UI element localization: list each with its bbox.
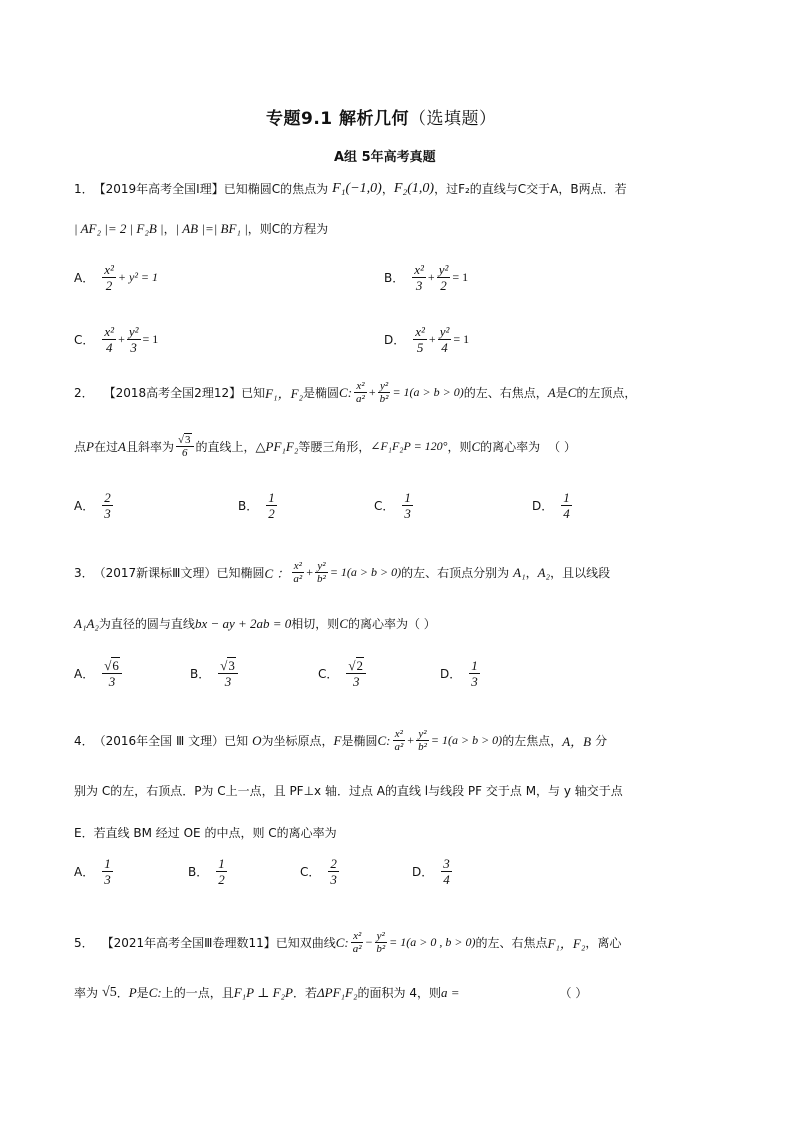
q1-text-2: ，过F₂的直线与C交于A，B两点．若 bbox=[434, 182, 627, 196]
q5-number: 5． bbox=[74, 936, 94, 950]
q4-number: 4． bbox=[74, 734, 94, 748]
q4-ellipse-name: C: bbox=[377, 732, 391, 748]
q5-source: 【2021年高考全国Ⅲ卷理数11】 bbox=[101, 936, 276, 950]
q2-ellipse-name: C: bbox=[339, 384, 353, 400]
q4-source: （2016年全国 Ⅲ 文理） bbox=[93, 734, 225, 748]
q5-answer-label: a = bbox=[440, 984, 460, 1000]
section-subtitle: A组 5年高考真题 bbox=[334, 150, 436, 165]
q5-eccentricity: √5 bbox=[102, 984, 117, 1000]
q3-ellipse-name: C ： bbox=[264, 566, 290, 581]
q2-triangle: △PF₁F₂ bbox=[255, 438, 299, 454]
q4-ellipse-condition: = 1(a > b > 0) bbox=[430, 733, 503, 747]
q1-focus1: F₁(−1,0) bbox=[332, 180, 382, 196]
q4-option-b[interactable]: B． $\frac{1}{2}$ bbox=[188, 856, 225, 887]
q2-line2: 点 P 在过 A 且斜率为 $\frac{√3}{6}$ 的直线上， △PF₁F₂ 等腰三角形， ∠F₁F₂P = 120° ，则 C 的离心率为 （ ） bbox=[74, 434, 576, 459]
q2-option-c[interactable]: C． $\frac{1}{3}$ bbox=[374, 490, 411, 521]
q5-perpendicular: F₁P ⊥ F₂P bbox=[233, 984, 293, 1000]
q1-condition2: | AB |=| BF₁ | bbox=[175, 220, 248, 236]
q2-angle: ∠F₁F₂P = 120° bbox=[370, 439, 448, 453]
q2-foci: F₁，F₂ bbox=[265, 386, 304, 401]
q4-option-d[interactable]: D． $\frac{3}{4}$ bbox=[412, 856, 450, 887]
q2-option-a[interactable]: A． $\frac{2}{3}$ bbox=[74, 490, 111, 521]
q1-option-a[interactable]: A． $\frac{\text{x²}}{2}$ + y² = 1 bbox=[74, 262, 159, 293]
q2-line1: 2． 【2018高考全国2理12】 已知 F₁，F₂ 是椭圆 C: $\frac{\text{x²}}{\text{a²}}$ + $\frac{\text{y²}}{\text{b²}}$ = 1(a > b > 0) 的左、右焦点， A 是 C 的左顶点， bbox=[74, 380, 637, 405]
q4-option-a[interactable]: A． $\frac{1}{3}$ bbox=[74, 856, 111, 887]
q3-source: （2017新课标Ⅲ文理） bbox=[93, 566, 217, 580]
q1-option-c[interactable]: C． $\frac{\text{x²}}{4}$ + $\frac{\text{y²}}{3}$ = 1 bbox=[74, 324, 159, 355]
q3-ellipse-condition: = 1(a > b > 0) bbox=[329, 565, 402, 579]
q3-line2: A₁A₂ 为直径的圆与直线 bx − ay + 2ab = 0 相切，则 C 的离心率为（ ） bbox=[74, 615, 436, 631]
q2-source: 【2018高考全国2理12】 bbox=[103, 386, 242, 400]
q1-line2 bbox=[74, 220, 328, 237]
q3-line-equation: bx − ay + 2ab = 0 bbox=[194, 615, 292, 631]
q3-option-d[interactable]: D． $\frac{1}{3}$ bbox=[440, 658, 478, 689]
q2-option-d[interactable]: D． $\frac{1}{4}$ bbox=[532, 490, 570, 521]
q1-comma: ， bbox=[381, 182, 394, 196]
q4-line1: 4． （2016年全国 Ⅲ 文理） 已知 O 为坐标原点， F 是椭圆 C: $\frac{\text{x²}}{\text{a²}}$ + $\frac{\text{y²}}{\text{b²}}$ = 1(a > b > 0) 的左焦点， A，B 分 bbox=[74, 728, 608, 753]
q3-option-c[interactable]: C． $\frac{√2}{3}$ bbox=[318, 658, 368, 689]
q4-line3: E．若直线 BM 经过 OE 的中点，则 C的离心率为 bbox=[74, 826, 337, 840]
q5-line1: 5． 【2021年高考全国Ⅲ卷理数11】 已知双曲线 C: $\frac{\text{x²}}{\text{a²}}$ − $\frac{\text{y²}}{\text{b²}}$ = 1(a > 0 , b > 0) 的左、右焦点 F₁，F₂ ，离心 bbox=[74, 930, 622, 955]
q5-line2: 率为 √5 ． P 是 C: 上的一点，且 F₁P ⊥ F₂P ．若 ΔPF₁F₂ 的面积为 4，则 a = （ ） bbox=[74, 984, 588, 1000]
q2-number: 2． bbox=[74, 386, 94, 400]
q1-number: 1． bbox=[74, 182, 94, 196]
q3-option-b[interactable]: B． $\frac{√3}{3}$ bbox=[190, 658, 240, 689]
q1-text-3: ，则C的方程为 bbox=[247, 222, 329, 236]
title-main: 专题9.1 解析几何 bbox=[266, 109, 410, 129]
q4-line2: 别为 C的左，右顶点．P为 C上一点，且 PF⊥x 轴．过点 A的直线 l与线段 PF 交于点 M，与 y 轴交于点 bbox=[74, 784, 623, 798]
title-suffix: （选填题） bbox=[409, 109, 497, 129]
page-title bbox=[266, 104, 497, 129]
q5-answer-blank[interactable]: （ ） bbox=[559, 986, 588, 1000]
q3-option-a[interactable]: A． $\frac{√6}{3}$ bbox=[74, 658, 124, 689]
q1-cond-sep: ， bbox=[163, 222, 176, 236]
q2-answer-blank[interactable]: （ ） bbox=[548, 440, 576, 454]
q1-text: 已知椭圆C的焦点为 bbox=[223, 182, 329, 196]
q3-segment: A₁A₂ bbox=[74, 615, 99, 631]
q1-condition1: | AF₂ |= 2 | F₂B | bbox=[74, 220, 164, 236]
q2-option-b[interactable]: B． $\frac{1}{2}$ bbox=[238, 490, 275, 521]
q1-option-b[interactable]: B． $\frac{\text{x²}}{3}$ + $\frac{\text{y²}}{2}$ = 1 bbox=[384, 262, 469, 293]
q2-ellipse-condition: = 1(a > b > 0) bbox=[392, 385, 464, 399]
q1-focus2: F₂(1,0) bbox=[393, 180, 435, 196]
q1-option-d[interactable]: D． $\frac{\text{x²}}{5}$ + $\frac{\text{y²}}{4}$ = 1 bbox=[384, 324, 470, 355]
q3-line1: 3． （2017新课标Ⅲ文理） 已知椭圆 C ： $\frac{\text{x²}}{\text{a²}}$ + $\frac{\text{y²}}{\text{b²}}$ = 1(a > b > 0) 的左、右顶点分别为 A₁ ， A₂ ，且以线段 bbox=[74, 560, 611, 585]
q5-foci: F₁，F₂ bbox=[547, 936, 586, 951]
q5-triangle: ΔPF₁F₂ bbox=[317, 984, 358, 1000]
q3-number: 3． bbox=[74, 566, 94, 580]
q4-option-c[interactable]: C． $\frac{2}{3}$ bbox=[300, 856, 337, 887]
q1-source: 【2019年高考全国Ⅰ理】 bbox=[93, 182, 224, 196]
q5-hyperbola-condition: = 1(a > 0 , b > 0) bbox=[389, 935, 476, 949]
q1-line1 bbox=[74, 180, 627, 197]
q5-hyperbola-name: C: bbox=[335, 934, 349, 950]
